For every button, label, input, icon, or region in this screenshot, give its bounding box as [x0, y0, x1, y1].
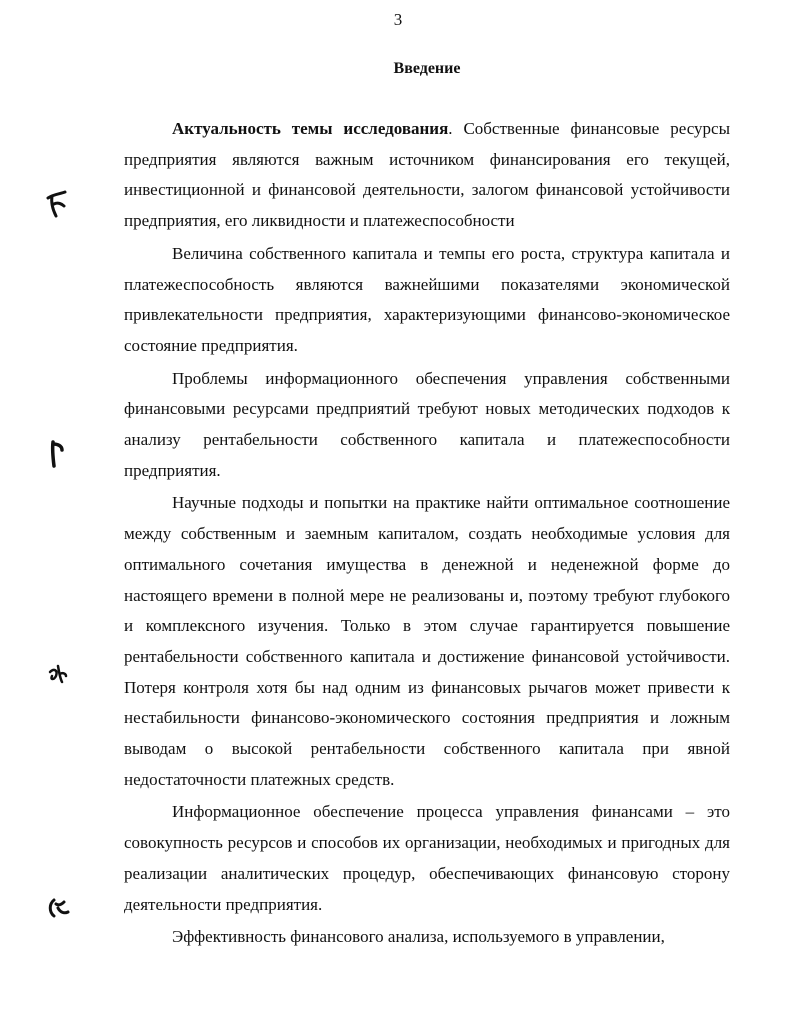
paragraph-lead: Актуальность темы исследования — [172, 119, 449, 138]
paragraph-problems: Проблемы информационного обеспечения управления собственными финансовыми ресурсами предприятий требуют новых методических подходов к анализу рентабельности собственного капитала и платежеспособности предприятия. — [124, 368, 730, 480]
handwritten-mark-icon — [40, 188, 74, 222]
page-number: 3 — [393, 10, 403, 29]
paragraph-information: Информационное обеспечение процесса управления финансами – это совокупность ресурсов и способов их организации, необходимых и пригодных для реализации аналитических процедур, обеспечивающих финансовую сторону деятельности предприятия. — [124, 802, 730, 914]
paragraph-approaches: Научные подходы и попытки на практике найти оптимальное соотношение между собственным и заемным капиталом, создать необходимые условия для оптимального сочетания имущества в денежной и неденежной форме до настоящего времени в полной мере не реализованы и, поэтому требуют глубокого и комплексного изучения. Только в этом случае гарантируется повышение рентабельности собственного капитала и достижение финансовой устойчивости. Потеря контроля хотя бы над одним из финансовых рычагов может привести к нестабильности финансово-экономического состояния предприятия и ложным выводам о высокой рентабельности собственного капитала при явной недостаточности платежных средств. — [124, 493, 730, 789]
page-title: Введение — [393, 60, 461, 77]
handwritten-mark-icon — [40, 436, 74, 470]
paragraph-text: . Собственные финансовые ресурсы предприятия являются важным источником финансирования его текущей, инвестиционной и финансовой деятельности, залогом финансовой устойчивости предприятия, его ликвидности и платежеспособности — [124, 119, 730, 231]
handwritten-mark-icon — [40, 658, 74, 692]
document-body — [124, 114, 730, 955]
paragraph-relevance — [124, 114, 730, 237]
handwritten-mark-icon — [40, 890, 74, 924]
paragraph-efficiency: Эффективность финансового анализа, используемого в управлении, — [172, 927, 665, 947]
paragraph-capital: Величина собственного капитала и темпы его роста, структура капитала и платежеспособность являются важнейшими показателями экономической привлекательности предприятия, характеризующими финансово-экономическое состояние предприятия. — [124, 243, 730, 355]
